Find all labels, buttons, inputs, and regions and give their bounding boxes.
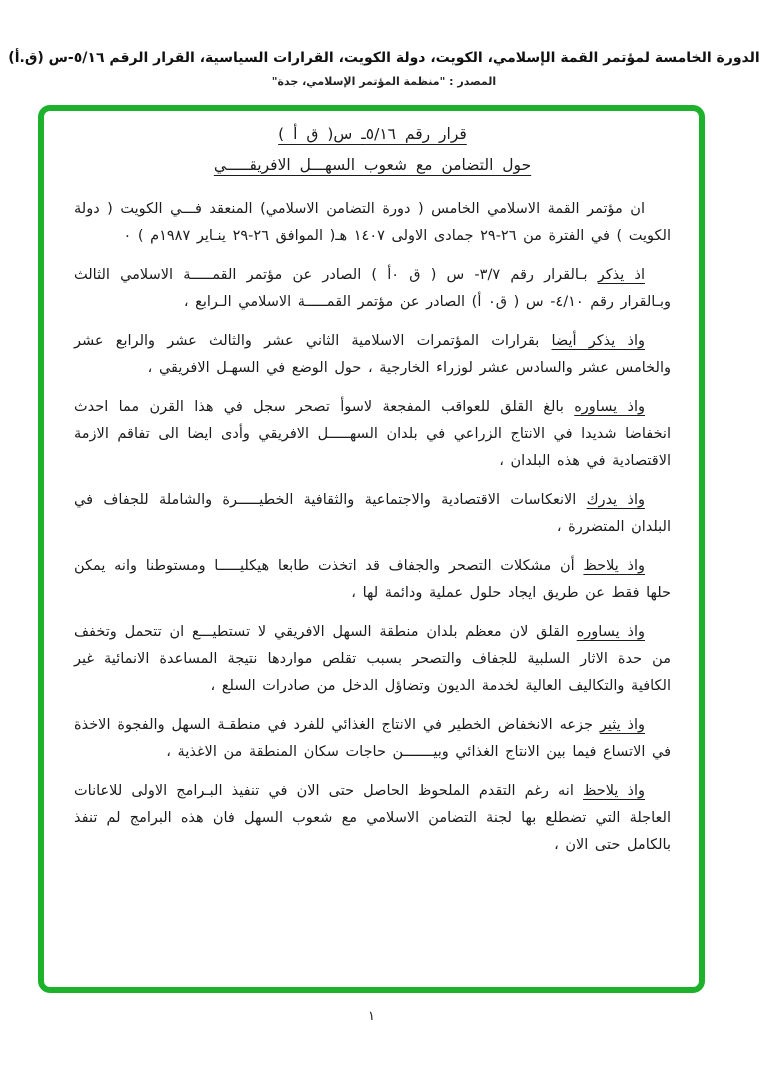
paragraph-lead: واذ يساوره bbox=[574, 399, 645, 415]
paragraph-body: القلق لان معظم بلدان منطقة السهل الافريقي لا تستطيـــع ان تتحمل وتخفف من حدة الاثار السلبية للجفاف والتصحر بسبب تقلص مواردها نتيجة المساعدة الانمائية غير الكافية والتكاليف العالية لخدمة الديون وتضاؤل الدخل من صادرات السلع ، bbox=[74, 624, 671, 694]
paragraph-lead: واذ يذكر أيضا bbox=[551, 333, 645, 349]
highlighted-resolution-region bbox=[38, 105, 705, 993]
page-number: ١ bbox=[368, 1009, 375, 1024]
document-header bbox=[0, 0, 768, 88]
paragraph-concerned bbox=[74, 619, 671, 700]
paragraph-lead: واذ يدرك bbox=[586, 492, 646, 508]
paragraph-lead: واذ يثير bbox=[599, 717, 646, 733]
resolution-subject-text: حول التضامن مع شعوب السهـــل الافريقـــــي bbox=[213, 156, 532, 174]
paragraph-lead: واذ يلاحظ bbox=[583, 558, 646, 574]
paragraph-preamble bbox=[74, 196, 671, 250]
resolution-number-text: قرار رقم ٥/١٦ـ س( ق أ ) bbox=[278, 125, 467, 143]
document-source-line: المصدر : "منظمة المؤتمر الإسلامي، جدة" bbox=[271, 75, 497, 88]
resolution-number-title bbox=[74, 125, 671, 143]
resolution-subject-title bbox=[74, 156, 671, 174]
paragraph-alarmed bbox=[74, 712, 671, 766]
paragraph-body: جزعه الانخفاض الخطير في الانتاج الغذائي للفرد في منطقـة السهل والفجوة الاخذة في الاتساع فيما بين الانتاج الغذائي وبيـــــــن حاجات سكان المنطقة من الاغذية ، bbox=[74, 717, 671, 760]
paragraph-body: بقرارات المؤتمرات الاسلامية الثاني عشر والثالث عشر والرابع عشر والخامس عشر والسادس عشر لوزراء الخارجية ، حول الوضع في السهـل الافريقي ، bbox=[74, 333, 671, 376]
document-header-title: الدورة الخامسة لمؤتمر القمة الإسلامي، الكويت، دولة الكويت، القرارات السياسية، القرار الرقم ٥/١٦-س (ق.أ) bbox=[8, 50, 760, 66]
paragraph-body: ان مؤتمر القمة الاسلامي الخامس ( دورة التضامن الاسلامي) المنعقد فـــي الكويت ( دولة الكويت ) في الفترة من ٢٦-٢٩ جمادى الاولى ١٤٠٧ هـ( الموافق ٢٦-٢٩ ينـاير ١٩٨٧م ) ٠ bbox=[74, 201, 671, 244]
paragraph-body: بالغ القلق للعواقب المفجعة لاسوأ تصحر سجل في هذا القرن مما احدث انخفاضا شديدا في الانتاج الزراعي في بلدان السهـــــل الافريقي وأدى ايضا الى تفاقم الازمة الاقتصادية في هذه البلدان ، bbox=[74, 399, 671, 469]
paragraph-deep-concern bbox=[74, 394, 671, 475]
paragraph-aware bbox=[74, 487, 671, 541]
paragraph-recalling bbox=[74, 262, 671, 316]
paragraph-body: انه رغم التقدم الملحوظ الحاصل حتى الان في تنفيذ البـرامج الاولى للاعانات العاجلة التي تضطلع بها لجنة التضامن الاسلامي مع شعوب السهل فان هذه البرامج لم تنفذ بالكامل حتى الان ، bbox=[74, 783, 671, 853]
paragraph-recalling-also bbox=[74, 328, 671, 382]
paragraph-noting bbox=[74, 553, 671, 607]
paragraph-noting-progress bbox=[74, 778, 671, 859]
paragraph-body: الانعكاسات الاقتصادية والاجتماعية والثقافية الخطيـــــرة والشاملة للجفاف في البلدان المتضررة ، bbox=[74, 492, 671, 535]
paragraph-lead: اذ يذكر bbox=[597, 267, 646, 283]
paragraph-lead: واذ يلاحظ bbox=[583, 783, 646, 799]
paragraph-body: بـالقرار رقم ٣/٧- س ( ق ٠أ ) الصادر عن مؤتمر القمـــــة الاسلامي الثالث وبـالقرار رقم ٤/١٠- س ( ق٠ أ) الصادر عن مؤتمر القمـــــة الاسلامي الـرابع ، bbox=[74, 267, 671, 310]
paragraph-lead: واذ يساوره bbox=[576, 624, 645, 640]
paragraph-body: أن مشكلات التصحر والجفاف قد اتخذت طابعا هيكليـــــا ومستوطنا وانه يمكن حلها فقط عن طريق ايجاد حلول عملية ودائمة لها ، bbox=[74, 558, 671, 601]
